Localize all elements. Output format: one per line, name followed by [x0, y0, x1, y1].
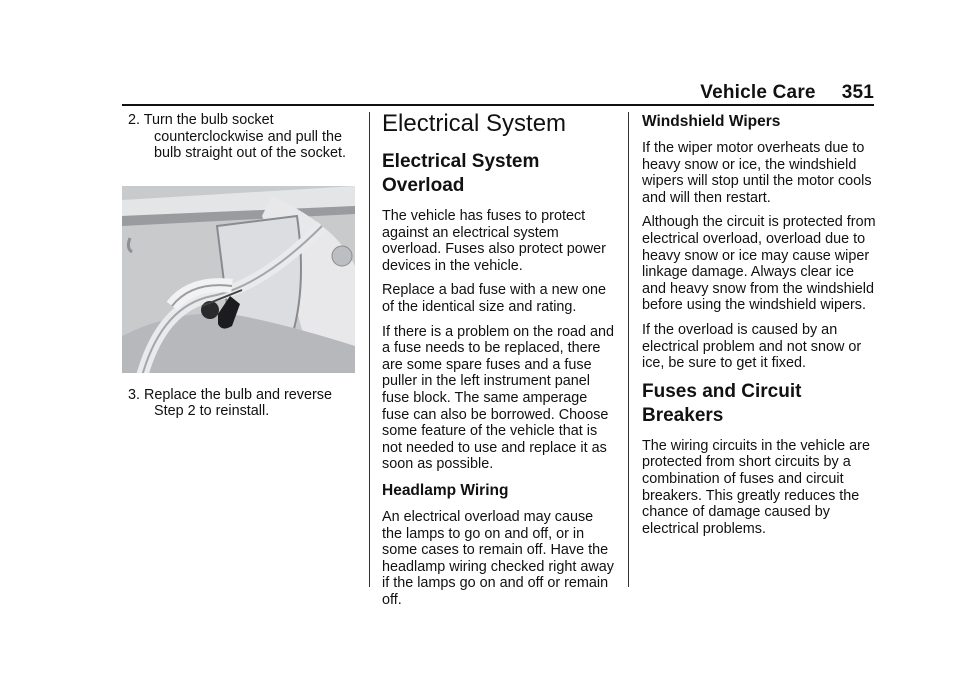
- paragraph: The wiring circuits in the vehicle are protected from short circuits by a combination of fuses and circuit breakers. This greatly reduces the chance of damage caused by electrical problems.: [642, 437, 870, 537]
- paragraph: An electrical overload may cause the lamps to go on and off, or in some cases to remain off. Have the headlamp wiring checked right away if the lamps go on and off or remain off.: [382, 508, 614, 608]
- column-3: [642, 112, 876, 545]
- paragraph: The vehicle has fuses to protect against an electrical system overload. Fuses also protect power devices in the vehicle.: [382, 208, 606, 274]
- windshield-wipers-heading: Windshield Wipers: [642, 113, 781, 130]
- header-rule: [122, 104, 874, 106]
- fuses-heading: Fuses and Circuit Breakers: [642, 380, 802, 426]
- page-number: 351: [841, 82, 874, 103]
- chapter-title: Electrical System: [382, 110, 567, 137]
- page-header: [700, 82, 874, 104]
- paragraph: Replace a bad fuse with a new one of the identical size and rating.: [382, 282, 607, 315]
- section-title: Vehicle Care: [700, 82, 816, 103]
- paragraph: If the overload is caused by an electrical problem and not snow or ice, be sure to get it fixed.: [642, 321, 862, 372]
- bulb-socket-illustration: [122, 186, 355, 373]
- step-2-text: 2. Turn the bulb socket counterclockwise and pull the bulb straight out of the socket.: [128, 112, 346, 162]
- column-divider: [628, 112, 629, 587]
- column-2: [382, 112, 614, 616]
- step-3-text: 3. Replace the bulb and reverse Step 2 to reinstall.: [128, 386, 332, 420]
- paragraph: If there is a problem on the road and a fuse needs to be replaced, there are some spare fuses and a fuse puller in the left instrument panel fuse block. The same amperage fuse can also be borrowed. Choose some feature of the vehicle that is not needed to use and replace it as soon as possible.: [382, 323, 614, 473]
- paragraph: Although the circuit is protected from electrical overload, overload due to heavy snow or ice may cause wiper linkage damage. Always clear ice and heavy snow from the windshield before using the windshield wipers.: [642, 214, 876, 314]
- headlamp-wiring-heading: Headlamp Wiring: [382, 481, 509, 499]
- column-divider: [369, 112, 370, 587]
- overload-heading: Electrical System Overload: [382, 151, 540, 196]
- column-1: [122, 112, 357, 428]
- paragraph: If the wiper motor overheats due to heavy snow or ice, the windshield wipers will stop until the motor cools and will then restart.: [642, 140, 872, 206]
- bulb-socket-photo: [122, 186, 355, 373]
